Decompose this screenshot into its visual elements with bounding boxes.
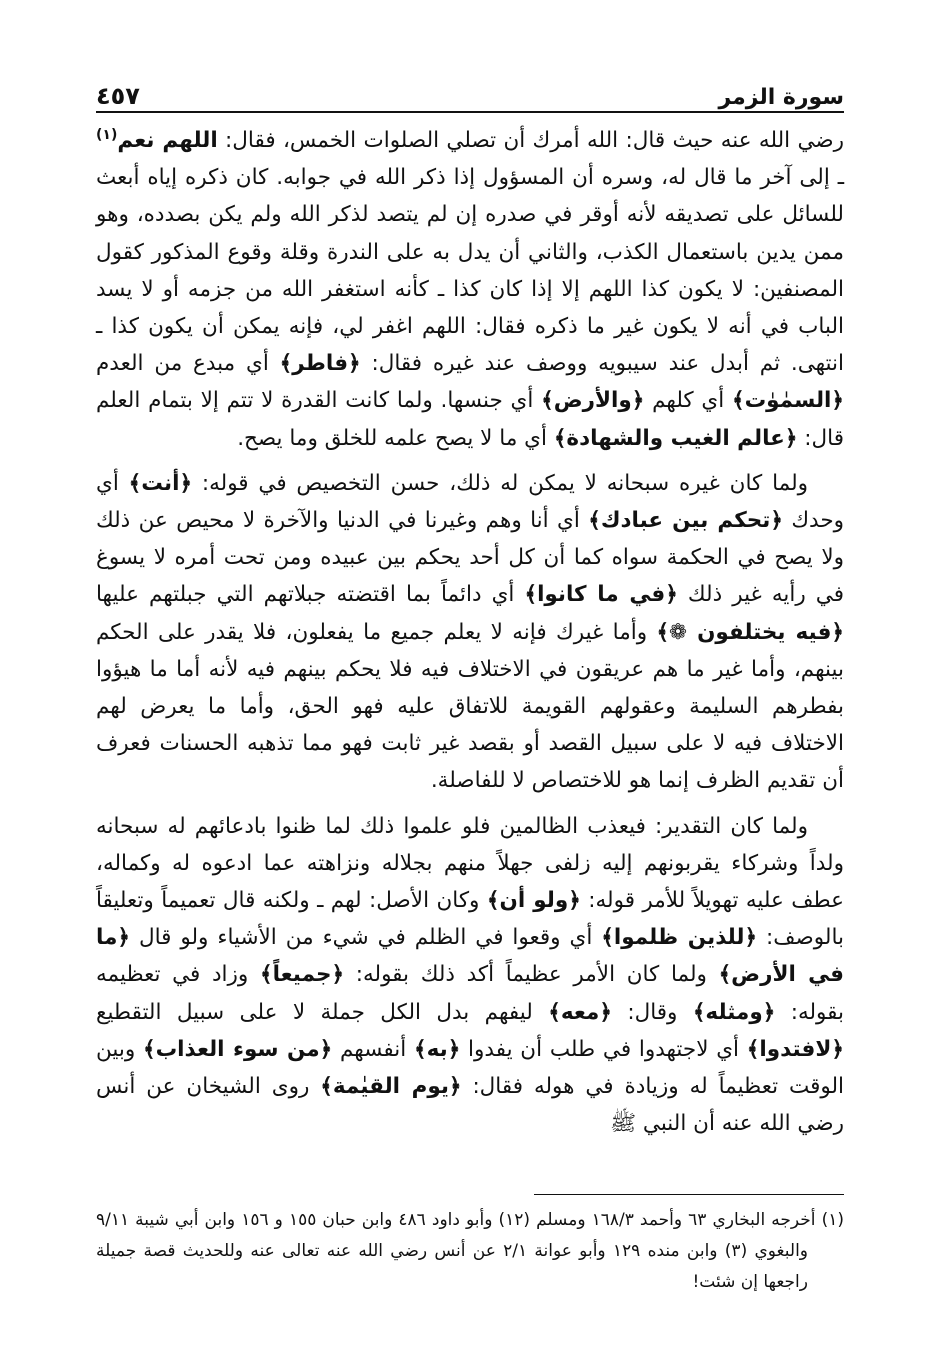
footnote-divider (534, 1194, 844, 1195)
footnotes (96, 1205, 844, 1298)
quran-quote: ﴿به﴾ (413, 1036, 461, 1062)
quran-quote: ﴿تحكم بين عبادك﴾ (588, 508, 783, 534)
paragraph-1: رضي الله عنه حيث قال: الله أمرك أن تصلي الصلوات الخمس، فقال: اللهم نعم$^{(١)}$ ـ إلى آخر ما قال له، وسره أن المسؤول إذا ذكر الله في جوابه. كان ذكره إياه أبعث للسائل على تصديقه لأنه أوقر في صدره إن لم يتصد لذكر الله ولم يكن بصدده، وهو ممن يدين باستعمال الكذب، والثاني أن يدل به على الندرة وقلة وقوع المذكور كقول المصنفين: لا يكون كذا اللهم إلا إذا كان كذا ـ كأنه استغفر الله من جزمه أو لا يسد الباب في أنه لا يكون غير ما ذكره فقال: اللهم اغفر لي، فإنه يمكن أن يكون كذا ـ انتهى. ثم أبدل عند سيبويه ووصف عند غيره فقال: ﴿فاطر﴾ أي مبدع من العدم ﴿السمٰوٰت﴾ أي كلهم ﴿والأرض﴾ أي جنسها. ولما كانت القدرة لا تتم إلا بتمام العلم قال: ﴿عالم الغيب والشهادة﴾ أي ما لا يصح علمه للخلق وما يصح. (96, 126, 845, 451)
main-text (96, 122, 844, 1142)
quran-quote: ﴿ولو أن﴾ (486, 888, 581, 914)
quran-quote: ﴿ومثله﴾ (692, 999, 776, 1025)
footnote-text: أخرجه البخاري ٦٣ وأحمد ١٦٨/٣ ومسلم (١٢) وأبو داود ٤٨٦ وابن حبان ١٥٥ و ١٥٦ وابن أبي شيبة ٩/١١ والبغوي (٣) وابن منده ١٢٩ وأبو عوانة ٢/١ عن أنس رضي الله عنه تعالى عنه وللحديث قصة جميلة راجعها إن شئت! (96, 1210, 816, 1292)
quran-quote: ﴿والأرض﴾ (541, 388, 645, 414)
quran-quote: ﴿للذين ظلموا﴾ (601, 925, 758, 951)
header-divider (96, 111, 844, 113)
quran-quote: ﴿معه﴾ (548, 999, 612, 1025)
quran-quote: ﴿جميعاً﴾ (259, 962, 345, 988)
surah-title: سورة الزمر (718, 85, 844, 110)
paragraph-2: ولما كان غيره سبحانه لا يمكن له ذلك، حسن التخصيص في قوله: ﴿أنت﴾ أي وحدك ﴿تحكم بين عبادك﴾ أي أنا وهم وغيرنا في الدنيا والآخرة لا محيص عن ذلك ولا يصح في الحكمة سواه كما أن كل أحد يحكم بين عبيده ومن تحت أمره لا يسوغ في رأيه غير ذلك ﴿في ما كانوا﴾ أي دائماً بما اقتضته جبلاتهم التي جبلتهم عليها ﴿فيه يختلفون ❁﴾ وأما غيرك فإنه لا يعلم جميع ما يفعلون، فلا يقدر على الحكم بينهم، وأما غير ما هم عريقون في الاختلاف فيه فلا يحكم بينهم فيه لأنه أما ما هيؤوا بفطرهم السليمة وعقولهم القويمة للاتفاق عليه فهو الحق، وأما ما يعرض لهم الاختلاف فيه لا على سبيل القصد أو بقصد غير ثابت فهو مما تذهبه الحسنات فعرف أن تقديم الظرف إنما هو للاختصاص لا للفاصلة. (96, 470, 845, 794)
page-header (96, 66, 844, 110)
quran-quote: ﴿في ما كانوا﴾ (524, 582, 678, 608)
bold-phrase: اللهم نعم (117, 128, 218, 153)
quran-quote: ﴿فاطر﴾ (279, 351, 361, 377)
quran-quote: ﴿يوم القيٰمة﴾ (320, 1074, 462, 1100)
quran-quote: ﴿ما في الأرض﴾ (96, 925, 844, 988)
quran-quote: ﴿السمٰوٰت﴾ (731, 388, 844, 414)
quran-quote: ﴿أنت﴾ (128, 470, 193, 496)
footnote-reference[interactable]: (١) (96, 126, 118, 143)
page-number: ٤٥٧ (96, 82, 140, 110)
quran-quote: ﴿لافتدوا﴾ (746, 1036, 844, 1062)
quran-quote: ﴿فيه يختلفون ❁﴾ (656, 619, 845, 645)
footnote-marker: (١) (821, 1210, 844, 1230)
footnote-1 (96, 1205, 844, 1298)
paragraph-3: ولما كان التقدير: فيعذب الظالمين فلو علموا ذلك لما ظنوا بادعائهم له سبحانه ولداً وشركاء يقربونهم إليه زلفى جهلاً منهم بجلاله ونزاهته عما ادعوه له وكماله، عطف عليه تهويلاً للأمر قوله: ﴿ولو أن﴾ وكان الأصل: لهم ـ ولكنه قال تعميماً وتعليقاً بالوصف: ﴿للذين ظلموا﴾ أي وقعوا في الظلم في شيء من الأشياء ولو قال ﴿ما في الأرض﴾ ولما كان الأمر عظيماً أكد ذلك بقوله: ﴿جميعاً﴾ وزاد في تعظيمه بقوله: ﴿ومثله﴾ وقال: ﴿معه﴾ ليفهم بدل الكل جملة لا على سبيل التقطيع ﴿لافتدوا﴾ أي لاجتهدوا في طلب أن يفدوا ﴿به﴾ أنفسهم ﴿من سوء العذاب﴾ وبين الوقت تعظيماً له وزيادة في هوله فقال: ﴿يوم القيٰمة﴾ روى الشيخان عن أنس رضي الله عنه أن النبي ﷺ (96, 813, 845, 1137)
quran-quote: ﴿عالم الغيب والشهادة﴾ (553, 425, 798, 451)
quran-quote: ﴿من سوء العذاب﴾ (142, 1036, 333, 1062)
